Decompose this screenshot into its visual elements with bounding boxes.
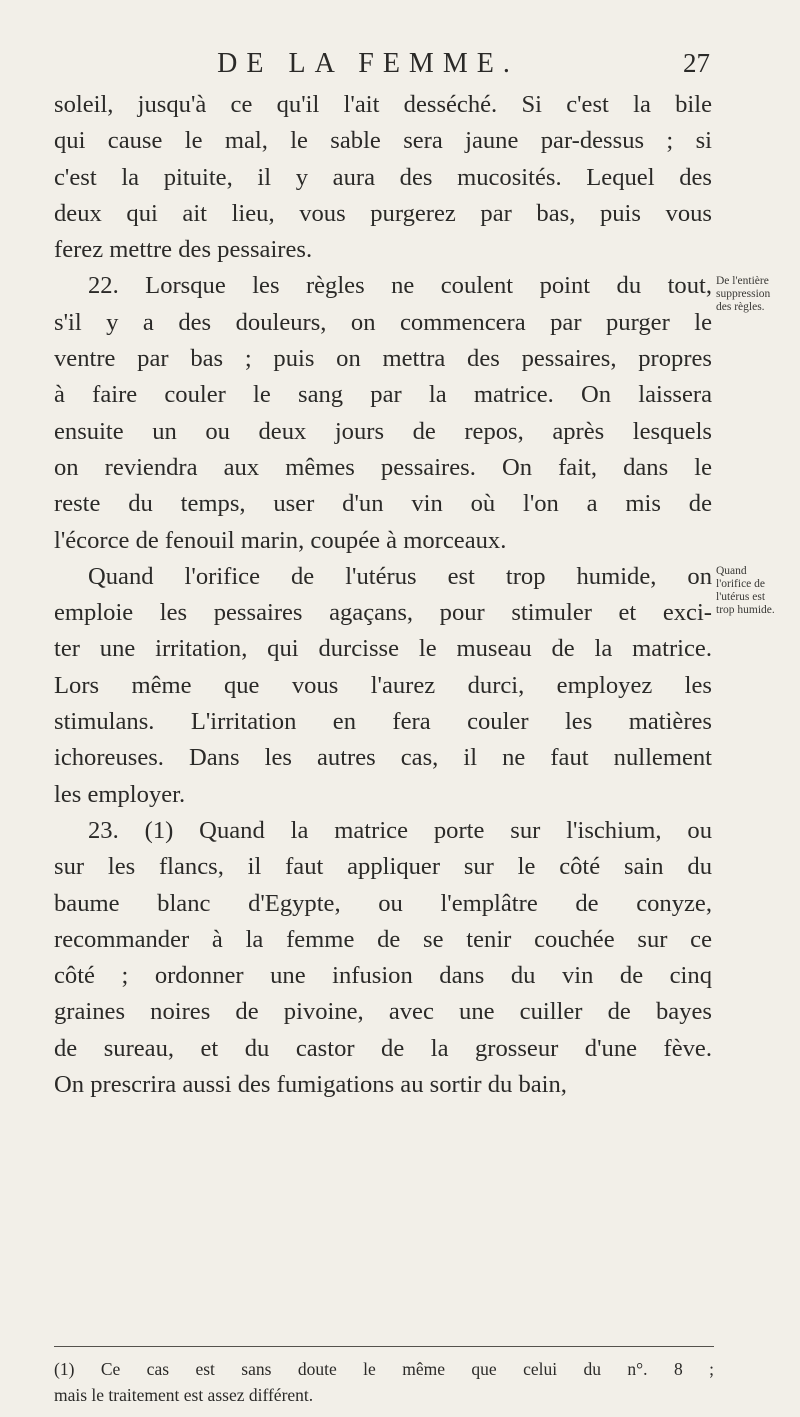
text-line: ichoreuses. Dans les autres cas, il ne faut nullement	[54, 744, 712, 772]
margin-note-line: l'orifice de	[716, 578, 766, 590]
text-line: 22. Lorsque les règles ne coulent point du tout,	[88, 272, 712, 300]
margin-note-line: suppression	[716, 288, 771, 300]
text-line: on reviendra aux mêmes pessaires. On fait, dans le	[54, 453, 712, 481]
text-line: ventre par bas ; puis on mettra des pessaires, propres	[54, 345, 712, 373]
text-line: qui cause le mal, le sable sera jaune par-dessus ; si	[54, 127, 712, 155]
text-line: l'écorce de fenouil marin, coupée à morceaux.	[54, 526, 507, 554]
text-line: ter une irritation, qui durcisse le museau de la matrice.	[54, 635, 712, 663]
footnote-line: (1) Ce cas est sans doute le même que celui du n°. 8 ;	[54, 1359, 714, 1379]
margin-note-line: trop humide.	[716, 604, 775, 616]
margin-note-line: des règles.	[716, 301, 765, 313]
footnote-divider	[54, 1346, 714, 1347]
text-line: côté ; ordonner une infusion dans du vin de cinq	[54, 962, 712, 990]
text-line: reste du temps, user d'un vin où l'on a mis de	[54, 490, 712, 518]
footnote	[54, 1356, 714, 1408]
text-line: stimulans. L'irritation en fera couler les matières	[54, 708, 712, 736]
margin-note-line: l'utérus est	[716, 591, 766, 603]
text-line: recommander à la femme de se tenir couchée sur ce	[54, 925, 712, 953]
margin-note-line: De l'entière	[716, 275, 769, 287]
margin-note	[716, 275, 796, 314]
main-text	[54, 87, 712, 1103]
text-line: ferez mettre des pessaires.	[54, 236, 313, 264]
running-title: DE LA FEMME.	[217, 48, 519, 79]
text-line: ensuite un ou deux jours de repos, après lesquels	[54, 417, 712, 445]
page-number: 27	[683, 48, 710, 78]
margin-note-line: Quand	[716, 565, 747, 577]
text-line: de sureau, et du castor de la grosseur d'une fève.	[54, 1034, 712, 1062]
text-line: graines noires de pivoine, avec une cuiller de bayes	[54, 998, 712, 1026]
text-line: Quand l'orifice de l'utérus est trop humide, on	[88, 562, 712, 590]
text-line: à faire couler le sang par la matrice. On laissera	[54, 381, 712, 409]
text-line: sur les flancs, il faut appliquer sur le côté sain du	[54, 853, 712, 881]
text-line: On prescrira aussi des fumigations au sortir du bain,	[54, 1071, 567, 1099]
footnote-line: mais le traitement est assez différent.	[54, 1385, 314, 1405]
text-line: baume blanc d'Egypte, ou l'emplâtre de conyze,	[54, 889, 712, 917]
text-line: 23. (1) Quand la matrice porte sur l'ischium, ou	[88, 816, 712, 844]
margin-note	[716, 565, 796, 617]
text-line: soleil, jusqu'à ce qu'il l'ait desséché. Si c'est la bile	[54, 91, 712, 118]
text-line: s'il y a des douleurs, on commencera par purger le	[54, 308, 712, 336]
page-header	[88, 48, 710, 84]
text-line: deux qui ait lieu, vous purgerez par bas, puis vous	[54, 199, 712, 227]
text-line: Lors même que vous l'aurez durci, employez les	[54, 671, 712, 699]
text-line: les employer.	[54, 780, 186, 808]
text-line: c'est la pituite, il y aura des mucosités. Lequel des	[54, 163, 712, 191]
text-line: emploie les pessaires agaçans, pour stimuler et exci-	[54, 599, 712, 627]
